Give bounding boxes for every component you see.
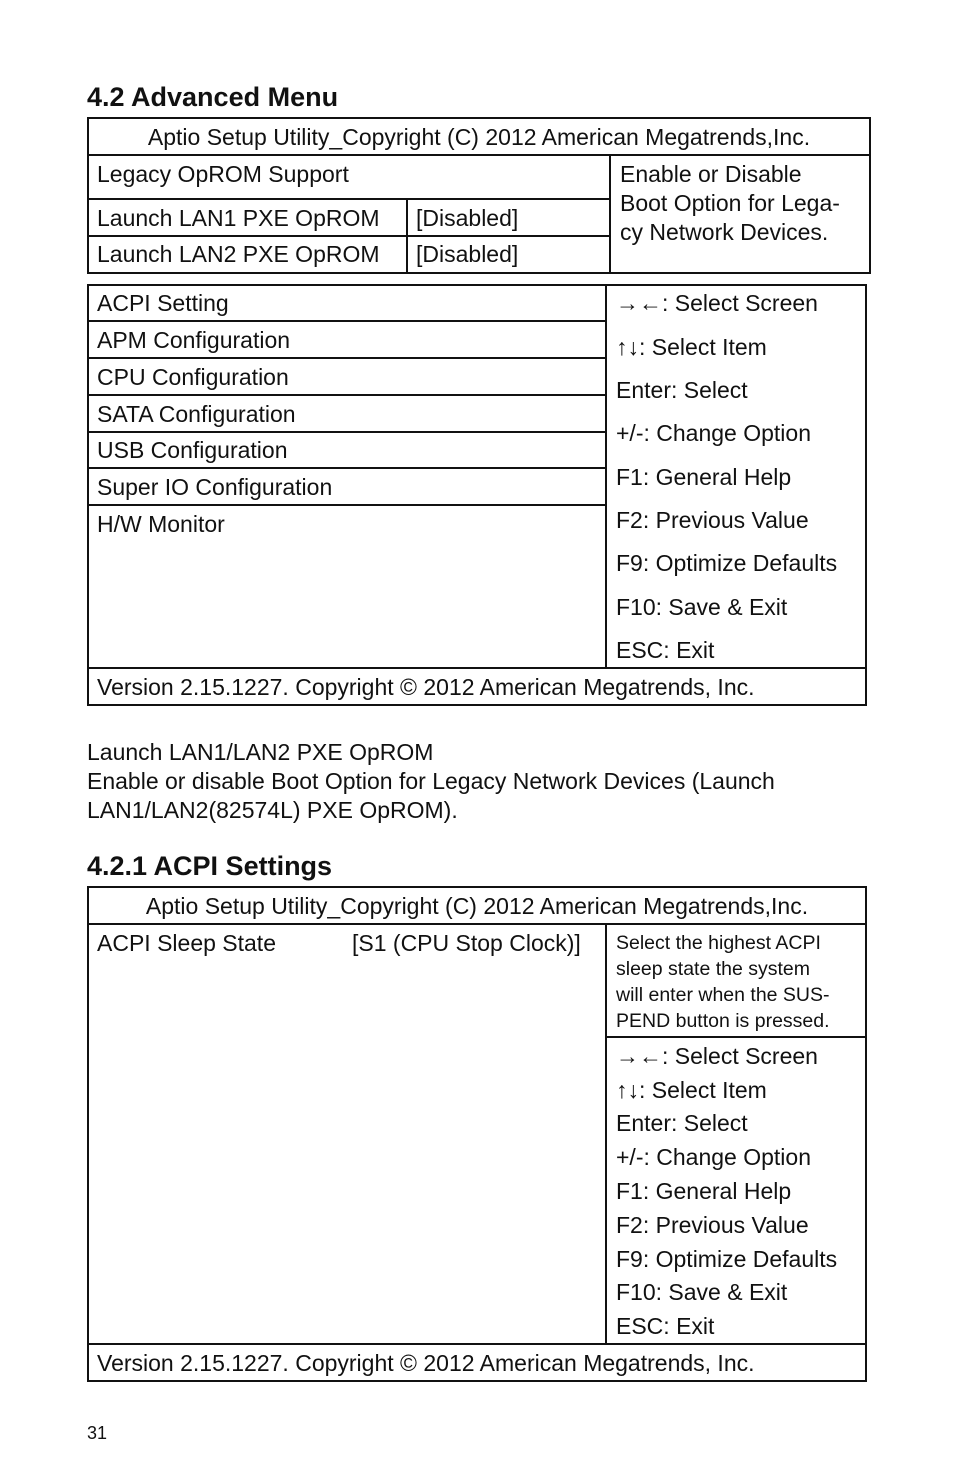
help-key-line: F10: Save & Exit <box>616 1279 788 1305</box>
launch-lan1-value[interactable]: [Disabled] <box>416 205 519 231</box>
divider <box>87 357 606 359</box>
launch-lan2-value[interactable]: [Disabled] <box>416 241 519 267</box>
section-heading-acpi-settings: 4.2.1 ACPI Settings <box>87 851 333 881</box>
help-key-line: Enter: Select <box>616 1110 748 1136</box>
description-line: sleep state the system <box>616 958 811 980</box>
paragraph-line: Launch LAN1/LAN2 PXE OpROM <box>87 739 434 765</box>
help-key-line: ↑↓: Select Item <box>616 334 767 360</box>
menu-item-sata-configuration[interactable]: SATA Configuration <box>97 401 296 427</box>
page-number: 31 <box>87 1423 108 1443</box>
section-heading-advanced-menu: 4.2 Advanced Menu <box>87 82 339 112</box>
divider <box>87 198 610 200</box>
divider <box>605 284 607 668</box>
menu-item-super-io-configuration[interactable]: Super IO Configuration <box>97 474 333 500</box>
help-key-line: F2: Previous Value <box>616 507 809 533</box>
help-key-line: →←: Select Screen <box>616 290 818 316</box>
help-key-line: Enter: Select <box>616 377 748 403</box>
paragraph-line: LAN1/LAN2(82574L) PXE OpROM). <box>87 797 458 823</box>
help-key-line: ↑↓: Select Item <box>616 1077 767 1103</box>
help-key-line: F9: Optimize Defaults <box>616 550 838 576</box>
divider <box>87 235 610 237</box>
divider <box>87 1343 867 1345</box>
description-line: PEND button is pressed. <box>616 1010 830 1032</box>
divider <box>609 154 611 272</box>
help-key-line: F2: Previous Value <box>616 1212 809 1238</box>
description-line: cy Network Devices. <box>620 219 829 245</box>
menu-item-acpi-setting[interactable]: ACPI Setting <box>97 290 229 316</box>
bios-footer-version: Version 2.15.1227. Copyright © 2012 American Megatrends, Inc. <box>97 1350 755 1376</box>
legacy-oprom-support-label: Legacy OpROM Support <box>97 161 349 187</box>
description-line: will enter when the SUS- <box>616 984 830 1006</box>
help-key-line: F9: Optimize Defaults <box>616 1246 838 1272</box>
menu-item-cpu-configuration[interactable]: CPU Configuration <box>97 364 289 390</box>
divider <box>605 1036 867 1038</box>
divider <box>87 667 867 669</box>
description-line: Select the highest ACPI <box>616 932 821 954</box>
paragraph-line: Enable or disable Boot Option for Legacy Network Devices (Launch <box>87 768 775 794</box>
help-key-line: ESC: Exit <box>616 1313 715 1339</box>
divider <box>87 154 871 156</box>
launch-lan2-label[interactable]: Launch LAN2 PXE OpROM <box>97 241 380 267</box>
help-key-line: ESC: Exit <box>616 637 715 663</box>
help-key-line: F10: Save & Exit <box>616 594 788 620</box>
help-key-line: F1: General Help <box>616 464 792 490</box>
help-key-line: F1: General Help <box>616 1178 792 1204</box>
description-line: Boot Option for Lega- <box>620 190 840 216</box>
description-line: Enable or Disable <box>620 161 802 187</box>
menu-item-usb-configuration[interactable]: USB Configuration <box>97 437 288 463</box>
divider <box>87 504 606 506</box>
acpi-sleep-state-value[interactable]: [S1 (CPU Stop Clock)] <box>352 930 581 956</box>
divider <box>87 394 606 396</box>
help-key-line: →←: Select Screen <box>616 1043 818 1069</box>
bios-title-bar: Aptio Setup Utility_Copyright (C) 2012 American Megatrends,Inc. <box>145 893 809 919</box>
bios-title-bar: Aptio Setup Utility_Copyright (C) 2012 American Megatrends,Inc. <box>147 124 811 150</box>
divider <box>87 431 606 433</box>
acpi-sleep-state-label[interactable]: ACPI Sleep State <box>97 930 276 956</box>
help-key-line: +/-: Change Option <box>616 420 811 446</box>
menu-item-apm-configuration[interactable]: APM Configuration <box>97 327 291 353</box>
help-key-line: +/-: Change Option <box>616 1144 811 1170</box>
launch-lan1-label[interactable]: Launch LAN1 PXE OpROM <box>97 205 380 231</box>
divider <box>605 923 607 1344</box>
divider <box>87 320 606 322</box>
bios-footer-version: Version 2.15.1227. Copyright © 2012 American Megatrends, Inc. <box>97 674 755 700</box>
divider <box>87 923 867 925</box>
divider <box>87 467 606 469</box>
menu-item-hw-monitor[interactable]: H/W Monitor <box>97 511 225 537</box>
